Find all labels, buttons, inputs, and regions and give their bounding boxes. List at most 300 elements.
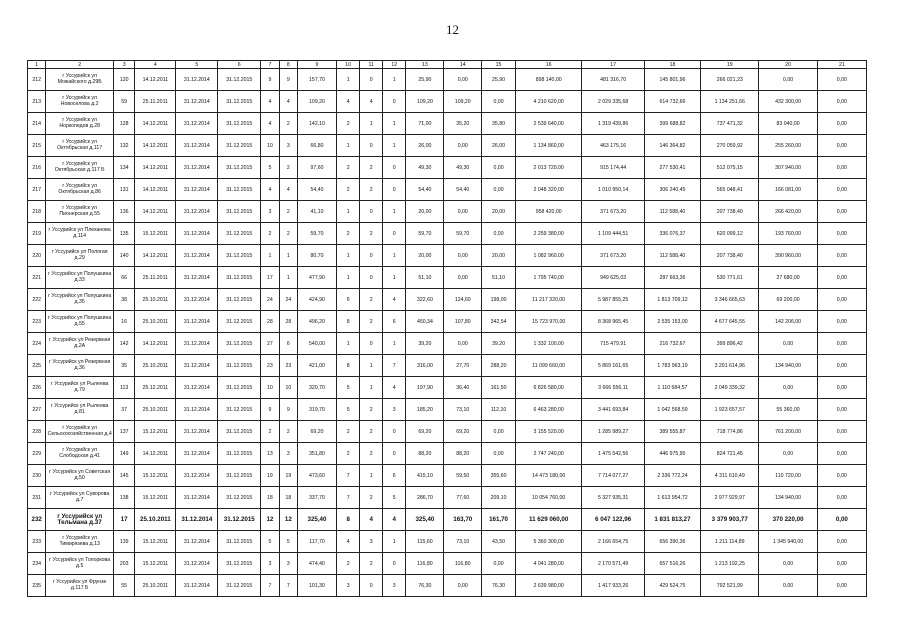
table-cell: 1 345 940,00 <box>759 531 817 553</box>
table-cell: 1 042 568,59 <box>644 399 700 421</box>
table-cell: 4 311 610,49 <box>701 465 759 487</box>
table-cell: 0 <box>360 267 383 289</box>
table-cell: 1 <box>382 531 406 553</box>
table-cell: 198,00 <box>482 289 516 311</box>
table-cell: 1 <box>261 245 279 267</box>
column-header: 4 <box>135 61 176 69</box>
address-cell: г Уссурийск ул Норкопедов д.28 <box>46 113 114 135</box>
table-cell: 0 <box>382 553 406 575</box>
table-row <box>28 179 867 201</box>
table-cell: 1 <box>279 267 297 289</box>
table-cell: 512 075,15 <box>701 157 759 179</box>
table-cell: 1 <box>360 377 383 399</box>
table-cell: 0 <box>360 135 383 157</box>
table-cell: 306 240,45 <box>644 179 700 201</box>
table-cell: 31.12.2015 <box>218 223 261 245</box>
table-cell: 4 210 620,00 <box>515 91 582 113</box>
table-cell: 2 <box>336 223 360 245</box>
table-cell: 0 <box>382 223 406 245</box>
table-cell: 31.12.2015 <box>218 487 261 509</box>
table-cell: 7 <box>382 355 406 377</box>
table-cell: 0 <box>360 69 383 91</box>
table-cell: 1 <box>336 267 360 289</box>
column-header: 15 <box>482 61 516 69</box>
table-cell: 389 555,87 <box>644 421 700 443</box>
table-cell: 31.12.2015 <box>218 91 261 113</box>
table-cell: 286,70 <box>406 487 444 509</box>
table-cell: 31.12.2014 <box>176 267 218 289</box>
table-cell: 31.12.2015 <box>218 575 261 597</box>
table-cell: 25.11.2011 <box>135 267 176 289</box>
table-cell: 49,30 <box>444 157 482 179</box>
table-cell: 2 <box>336 157 360 179</box>
table-cell: 31.12.2014 <box>176 201 218 223</box>
table-row <box>28 333 867 355</box>
table-cell: 31.12.2014 <box>176 245 218 267</box>
table-cell: 4 <box>279 179 297 201</box>
table-cell: 288,20 <box>482 355 516 377</box>
table-cell: 13 <box>261 443 279 465</box>
table-cell: 496,20 <box>298 311 337 333</box>
table-cell: 31.12.2015 <box>218 399 261 421</box>
address-cell: г Уссурийск ул Советская д.50 <box>46 465 114 487</box>
table-cell: 193 760,00 <box>759 223 817 245</box>
table-cell: 7 <box>279 575 297 597</box>
table-cell: 0 <box>360 333 383 355</box>
table-cell: 4 <box>336 91 360 113</box>
table-cell: 9 <box>261 399 279 421</box>
address-cell: г Уссурийск ул Тельмана д.37 <box>46 509 114 531</box>
table-cell: 0,00 <box>817 311 866 333</box>
table-cell: 1 <box>382 135 406 157</box>
table-cell: 0 <box>382 443 406 465</box>
address-cell: г Уссурийск ул Суворова д.7 <box>46 487 114 509</box>
table-cell: 109,20 <box>298 91 337 113</box>
table-cell: 266 420,00 <box>759 201 817 223</box>
table-cell: 481 316,70 <box>582 69 644 91</box>
table-cell: 540,00 <box>298 333 337 355</box>
table-cell: 31.12.2014 <box>176 289 218 311</box>
table-cell: 2 <box>336 179 360 201</box>
table-cell: 0,00 <box>444 267 482 289</box>
table-cell: 31.12.2015 <box>218 553 261 575</box>
table-cell: 355,60 <box>482 465 516 487</box>
table-cell: 203 <box>113 553 134 575</box>
table-cell: 0,00 <box>444 135 482 157</box>
column-header: 21 <box>817 61 866 69</box>
table-cell: 161,50 <box>482 377 516 399</box>
table-cell: 31.12.2014 <box>176 443 218 465</box>
table-cell: 207 738,40 <box>701 201 759 223</box>
table-cell: 14 473 180,00 <box>515 465 582 487</box>
table-cell: 0,00 <box>817 443 866 465</box>
table-cell: 2 <box>279 223 297 245</box>
address-cell: г Уссурийск ул Полушкина д.55 <box>46 311 114 333</box>
table-cell: 83 040,00 <box>759 113 817 135</box>
table-cell: 336 076,37 <box>644 223 700 245</box>
table-cell: 3 <box>382 399 406 421</box>
table-cell: 0,00 <box>482 553 516 575</box>
table-cell: 25.10.2011 <box>135 289 176 311</box>
table-cell: 25.10.2011 <box>135 311 176 333</box>
table-cell: 1 010 950,14 <box>582 179 644 201</box>
table-cell: 136 <box>113 201 134 223</box>
table-cell: 18 <box>261 487 279 509</box>
table-cell: 26,00 <box>482 135 516 157</box>
table-cell: 9 <box>279 69 297 91</box>
table-cell: 1 <box>360 355 383 377</box>
table-cell: 54,40 <box>298 179 337 201</box>
table-cell: 656 390,36 <box>644 531 700 553</box>
table-cell: 1 109 444,51 <box>582 223 644 245</box>
table-cell: 37 <box>113 399 134 421</box>
row-number-cell: 228 <box>28 421 46 443</box>
table-cell: 24 <box>279 289 297 311</box>
table-cell: 142,10 <box>298 113 337 135</box>
table-cell: 316,00 <box>406 355 444 377</box>
table-cell: 824 721,45 <box>701 443 759 465</box>
table-cell: 424,90 <box>298 289 337 311</box>
table-cell: 131 <box>113 179 134 201</box>
table-cell: 4 <box>382 377 406 399</box>
table-cell: 342,54 <box>482 311 516 333</box>
table-cell: 69,20 <box>298 421 337 443</box>
table-cell: 1 213 192,25 <box>701 553 759 575</box>
table-cell: 31.12.2015 <box>218 465 261 487</box>
column-header: 6 <box>218 61 261 69</box>
table-cell: 0 <box>382 179 406 201</box>
table-cell: 2 747 240,00 <box>515 443 582 465</box>
table-cell: 31.12.2015 <box>218 113 261 135</box>
table-cell: 2 <box>336 113 360 135</box>
table-cell: 3 <box>279 553 297 575</box>
table-cell: 473,60 <box>298 465 337 487</box>
table-cell: 446 975,95 <box>644 443 700 465</box>
column-header: 12 <box>382 61 406 69</box>
table-cell: 320,70 <box>298 377 337 399</box>
table-cell: 6 <box>382 311 406 333</box>
table-cell: 19 <box>261 465 279 487</box>
table-cell: 15.12.2011 <box>135 223 176 245</box>
table-cell: 112,10 <box>482 399 516 421</box>
table-cell: 76,30 <box>406 575 444 597</box>
table-cell: 0,00 <box>482 157 516 179</box>
table-cell: 3 <box>261 201 279 223</box>
table-cell: 14.12.2011 <box>135 157 176 179</box>
table-cell: 477,90 <box>298 267 337 289</box>
row-number-cell: 233 <box>28 531 46 553</box>
table-cell: 1 <box>336 201 360 223</box>
table-cell: 463 175,16 <box>582 135 644 157</box>
table-cell: 31.12.2014 <box>176 91 218 113</box>
table-cell: 115,60 <box>406 531 444 553</box>
table-cell: 1 <box>336 333 360 355</box>
table-cell: 2 <box>360 553 383 575</box>
table-cell: 0,00 <box>759 333 817 355</box>
row-number-cell: 225 <box>28 355 46 377</box>
table-cell: 0 <box>360 201 383 223</box>
table-row <box>28 311 867 333</box>
table-cell: 737 471,32 <box>701 113 759 135</box>
table-cell: 140 <box>113 245 134 267</box>
table-cell: 0 <box>382 421 406 443</box>
table-cell: 2 <box>336 421 360 443</box>
table-cell: 185,20 <box>406 399 444 421</box>
table-cell: 0,00 <box>817 509 866 531</box>
table-cell: 31.12.2014 <box>176 399 218 421</box>
table-cell: 0,00 <box>482 223 516 245</box>
table-cell: 17 <box>113 509 134 531</box>
column-header: 2 <box>46 61 114 69</box>
table-cell: 370 220,00 <box>759 509 817 531</box>
table-cell: 958 420,00 <box>515 201 582 223</box>
table-cell: 2 <box>360 443 383 465</box>
table-cell: 31.12.2014 <box>176 135 218 157</box>
table-cell: 14.12.2011 <box>135 201 176 223</box>
table-cell: 31.12.2015 <box>218 267 261 289</box>
table-cell: 17 <box>261 267 279 289</box>
table-cell: 0 <box>382 91 406 113</box>
address-cell: г Уссурийск ул Резервная д.2А <box>46 333 114 355</box>
table-cell: 0,00 <box>817 487 866 509</box>
table-cell: 1 <box>382 333 406 355</box>
table-cell: 10 054 760,00 <box>515 487 582 509</box>
table-cell: 20,00 <box>482 201 516 223</box>
table-cell: 31.12.2015 <box>218 333 261 355</box>
row-number-cell: 223 <box>28 311 46 333</box>
table-cell: 0,00 <box>817 421 866 443</box>
table-cell: 8 <box>336 355 360 377</box>
table-cell: 14.12.2011 <box>135 135 176 157</box>
address-cell: г Уссурийск ул Полушкина д.35 <box>46 289 114 311</box>
table-cell: 0,00 <box>817 553 866 575</box>
table-cell: 31.12.2014 <box>176 113 218 135</box>
table-cell: 4 <box>360 91 383 113</box>
table-cell: 24 <box>261 289 279 311</box>
table-row <box>28 135 867 157</box>
table-cell: 25.10.2011 <box>135 399 176 421</box>
row-number-cell: 227 <box>28 399 46 421</box>
table-row <box>28 531 867 553</box>
table-cell: 1 <box>382 69 406 91</box>
table-cell: 69 200,00 <box>759 289 817 311</box>
row-number-cell: 212 <box>28 69 46 91</box>
table-cell: 2 049 339,32 <box>701 377 759 399</box>
table-cell: 2 <box>360 399 383 421</box>
table-cell: 0,00 <box>817 223 866 245</box>
table-cell: 69,20 <box>406 421 444 443</box>
table-cell: 31.12.2014 <box>176 509 218 531</box>
table-cell: 31.12.2015 <box>218 157 261 179</box>
address-cell: г Уссурийск ул Октябрьская д.117 <box>46 135 114 157</box>
row-number-cell: 234 <box>28 553 46 575</box>
table-cell: 4 <box>261 179 279 201</box>
table-cell: 146 364,82 <box>644 135 700 157</box>
table-cell: 3 666 556,11 <box>582 377 644 399</box>
table-cell: 4 <box>336 531 360 553</box>
address-cell: г Уссурийск ул Резервная д.36 <box>46 355 114 377</box>
row-number-cell: 231 <box>28 487 46 509</box>
row-number-cell: 232 <box>28 509 46 531</box>
address-cell: г Уссурийск ул Фрунзе д.117 Б <box>46 575 114 597</box>
table-cell: 949 625,03 <box>582 267 644 289</box>
table-cell: 11 629 060,00 <box>515 509 582 531</box>
table-cell: 4 <box>382 289 406 311</box>
table-cell: 0,00 <box>817 377 866 399</box>
table-cell: 0,00 <box>817 399 866 421</box>
table-cell: 3 <box>360 531 383 553</box>
table-body <box>28 69 867 597</box>
table-cell: 1 319 439,86 <box>582 113 644 135</box>
table-cell: 31.12.2014 <box>176 531 218 553</box>
column-header: 11 <box>360 61 383 69</box>
table-cell: 9 <box>279 399 297 421</box>
table-cell: 66,80 <box>298 135 337 157</box>
table-row <box>28 201 867 223</box>
table-cell: 2 <box>336 553 360 575</box>
table-cell: 0,00 <box>817 179 866 201</box>
table-cell: 73,10 <box>444 399 482 421</box>
table-cell: 145 801,96 <box>644 69 700 91</box>
table-cell: 31.12.2014 <box>176 157 218 179</box>
address-cell: г Уссурийск ул Плеханова д.114 <box>46 223 114 245</box>
table-cell: 2 <box>261 223 279 245</box>
table-cell: 3 <box>336 575 360 597</box>
table-cell: 112 588,40 <box>644 245 700 267</box>
row-number-cell: 220 <box>28 245 46 267</box>
table-cell: 620 099,12 <box>701 223 759 245</box>
table-cell: 31.12.2015 <box>218 531 261 553</box>
table-cell: 2 170 571,49 <box>582 553 644 575</box>
table-cell: 915 174,44 <box>582 157 644 179</box>
table-cell: 9 <box>261 69 279 91</box>
table-cell: 26,00 <box>406 135 444 157</box>
column-header: 17 <box>582 61 644 69</box>
table-cell: 31.12.2015 <box>218 289 261 311</box>
table-cell: 0,00 <box>444 245 482 267</box>
table-cell: 14.12.2011 <box>135 333 176 355</box>
table-row <box>28 223 867 245</box>
table-cell: 54,40 <box>444 179 482 201</box>
table-cell: 4 <box>261 113 279 135</box>
column-header: 19 <box>701 61 759 69</box>
column-header: 5 <box>176 61 218 69</box>
table-cell: 23 <box>261 355 279 377</box>
table-cell: 27 680,00 <box>759 267 817 289</box>
table-cell: 31.12.2015 <box>218 179 261 201</box>
table-row <box>28 443 867 465</box>
table-cell: 15.12.2011 <box>135 553 176 575</box>
table-cell: 15.12.2011 <box>135 465 176 487</box>
table-cell: 117,70 <box>298 531 337 553</box>
table-cell: 1 417 933,26 <box>582 575 644 597</box>
table-cell: 16 <box>113 311 134 333</box>
table-cell: 14.12.2011 <box>135 113 176 135</box>
table-cell: 5 <box>382 487 406 509</box>
table-cell: 1 831 813,27 <box>644 509 700 531</box>
table-cell: 270 059,92 <box>701 135 759 157</box>
table-cell: 55 <box>113 575 134 597</box>
table-cell: 36,40 <box>444 377 482 399</box>
column-header: 18 <box>644 61 700 69</box>
table-cell: 66 <box>113 267 134 289</box>
table-cell: 55 360,00 <box>759 399 817 421</box>
row-number-cell: 215 <box>28 135 46 157</box>
table-cell: 14.12.2011 <box>135 179 176 201</box>
address-cell: г Уссурийск ул Полушкина д.33 <box>46 267 114 289</box>
table-cell: 266 021,23 <box>701 69 759 91</box>
table-cell: 3 <box>279 443 297 465</box>
table-cell: 614 732,66 <box>644 91 700 113</box>
table-cell: 657 516,26 <box>644 553 700 575</box>
table-cell: 2 <box>279 421 297 443</box>
table-cell: 31.12.2014 <box>176 355 218 377</box>
table-cell: 132 <box>113 135 134 157</box>
data-table <box>27 60 867 597</box>
table-cell: 474,40 <box>298 553 337 575</box>
table-cell: 2 <box>360 223 383 245</box>
table-cell: 31.12.2014 <box>176 333 218 355</box>
table-cell: 134 <box>113 157 134 179</box>
row-number-cell: 218 <box>28 201 46 223</box>
table-cell: 0,00 <box>759 443 817 465</box>
table-cell: 0,00 <box>759 553 817 575</box>
table-cell: 134 940,00 <box>759 487 817 509</box>
row-number-cell: 219 <box>28 223 46 245</box>
table-row <box>28 509 867 531</box>
column-header: 20 <box>759 61 817 69</box>
table-cell: 31.12.2014 <box>176 553 218 575</box>
table-cell: 8 <box>336 311 360 333</box>
table-cell: 390 960,00 <box>759 245 817 267</box>
table-cell: 319,70 <box>298 399 337 421</box>
table-cell: 76,30 <box>482 575 516 597</box>
table-cell: 432 300,00 <box>759 91 817 113</box>
table-cell: 0,00 <box>817 531 866 553</box>
table-cell: 2 <box>279 157 297 179</box>
table-cell: 0,00 <box>444 69 482 91</box>
table-cell: 0 <box>382 157 406 179</box>
table-cell: 31.12.2015 <box>218 443 261 465</box>
table-cell: 35,80 <box>482 113 516 135</box>
table-cell: 80,70 <box>298 245 337 267</box>
table-cell: 0,00 <box>444 201 482 223</box>
table-cell: 7 <box>261 575 279 597</box>
table-cell: 0,00 <box>817 267 866 289</box>
table-cell: 113 <box>113 377 134 399</box>
table-cell: 287 663,36 <box>644 267 700 289</box>
table-cell: 31.12.2015 <box>218 355 261 377</box>
table-cell: 197,90 <box>406 377 444 399</box>
row-number-cell: 235 <box>28 575 46 597</box>
table-cell: 10 <box>279 377 297 399</box>
table-cell: 43,50 <box>482 531 516 553</box>
table-cell: 28 <box>279 311 297 333</box>
table-cell: 6 <box>336 289 360 311</box>
table-cell: 109,20 <box>406 91 444 113</box>
table-cell: 31.12.2014 <box>176 487 218 509</box>
table-cell: 59,70 <box>406 223 444 245</box>
table-cell: 1 <box>336 135 360 157</box>
table-cell: 69,20 <box>444 421 482 443</box>
table-cell: 2 539 640,00 <box>515 113 582 135</box>
column-header: 1 <box>28 61 46 69</box>
table-cell: 1 <box>382 245 406 267</box>
table-cell: 35 <box>113 355 134 377</box>
table-cell: 1 <box>360 465 383 487</box>
table-cell: 399 688,82 <box>644 113 700 135</box>
table-cell: 2 <box>360 157 383 179</box>
